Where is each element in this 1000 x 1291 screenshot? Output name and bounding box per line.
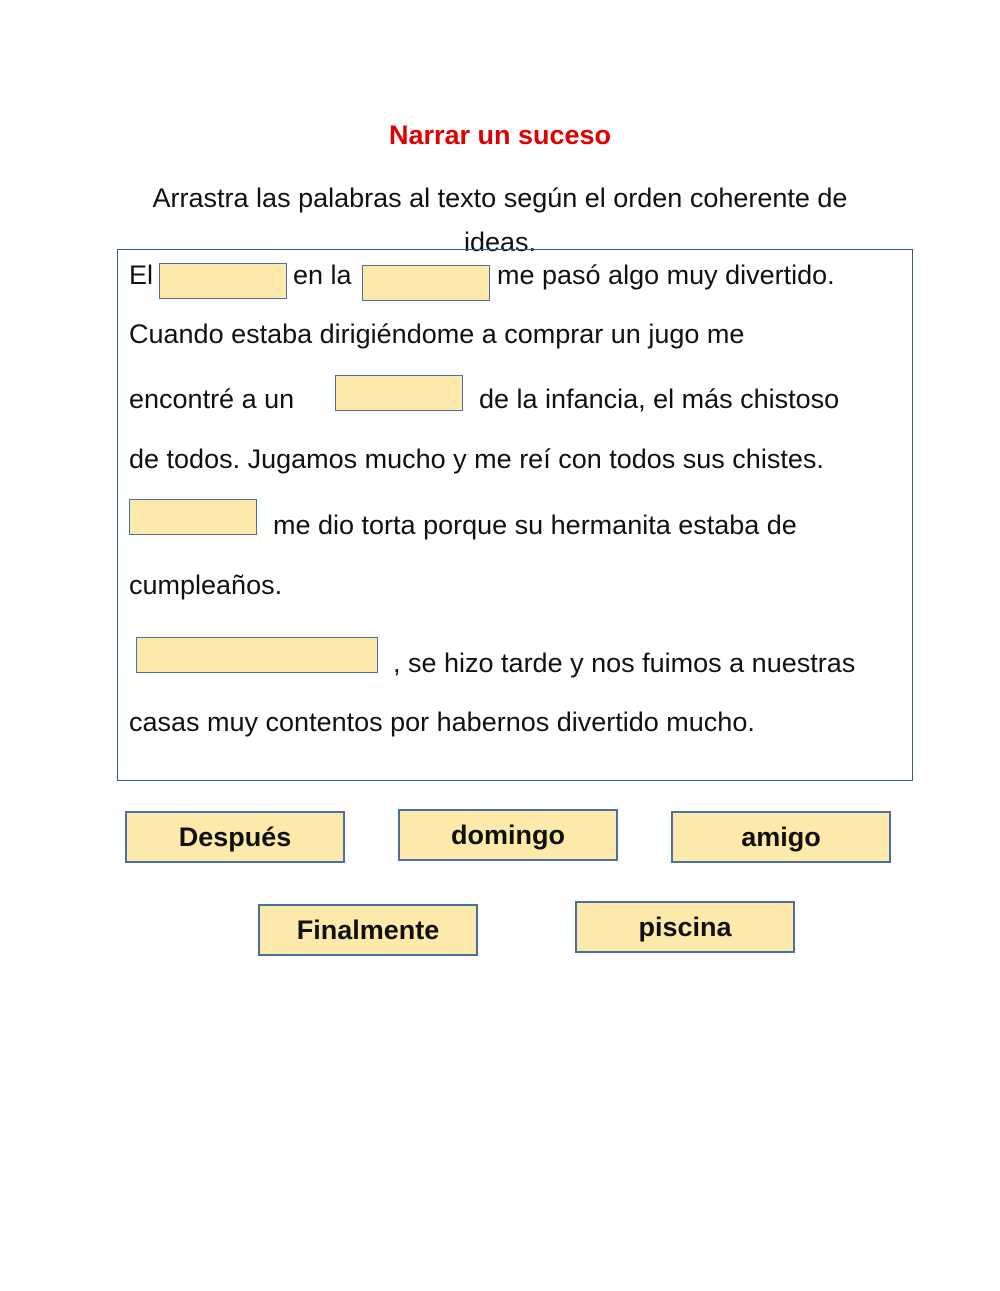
drop-gap-3[interactable] xyxy=(335,375,463,411)
drop-gap-1[interactable] xyxy=(159,263,287,299)
story-line-1-part-2: en la xyxy=(293,260,352,290)
story-line-3-part-2: de la infancia, el más chistoso xyxy=(479,384,840,414)
word-tile-domingo[interactable]: domingo xyxy=(398,809,618,861)
story-line-3-part-1: encontré a un xyxy=(129,384,295,414)
drop-gap-4[interactable] xyxy=(129,499,257,535)
drop-gap-2[interactable] xyxy=(362,265,490,301)
word-tile-despues[interactable]: Después xyxy=(125,811,345,863)
story-line-1-part-1: El xyxy=(129,260,154,290)
drop-gap-5[interactable] xyxy=(136,637,378,673)
word-tile-piscina[interactable]: piscina xyxy=(575,901,795,953)
story-line-8: casas muy contentos por habernos divertido mucho. xyxy=(129,707,755,737)
story-line-2: Cuando estaba dirigiéndome a comprar un jugo me xyxy=(129,319,745,349)
story-line-6: cumpleaños. xyxy=(129,570,283,600)
story-line-7: , se hizo tarde y nos fuimos a nuestras xyxy=(393,648,856,678)
word-tile-amigo[interactable]: amigo xyxy=(671,811,891,863)
story-line-4: de todos. Jugamos mucho y me reí con todos sus chistes. xyxy=(129,444,824,474)
page-title: Narrar un suceso xyxy=(388,120,612,150)
story-line-5: me dio torta porque su hermanita estaba de xyxy=(273,510,797,540)
story-line-1-part-3: me pasó algo muy divertido. xyxy=(497,260,835,290)
instruction-text: Arrastra las palabras al texto según el orden coherente de ideas. xyxy=(152,183,848,257)
word-tile-finalmente[interactable]: Finalmente xyxy=(258,904,478,956)
